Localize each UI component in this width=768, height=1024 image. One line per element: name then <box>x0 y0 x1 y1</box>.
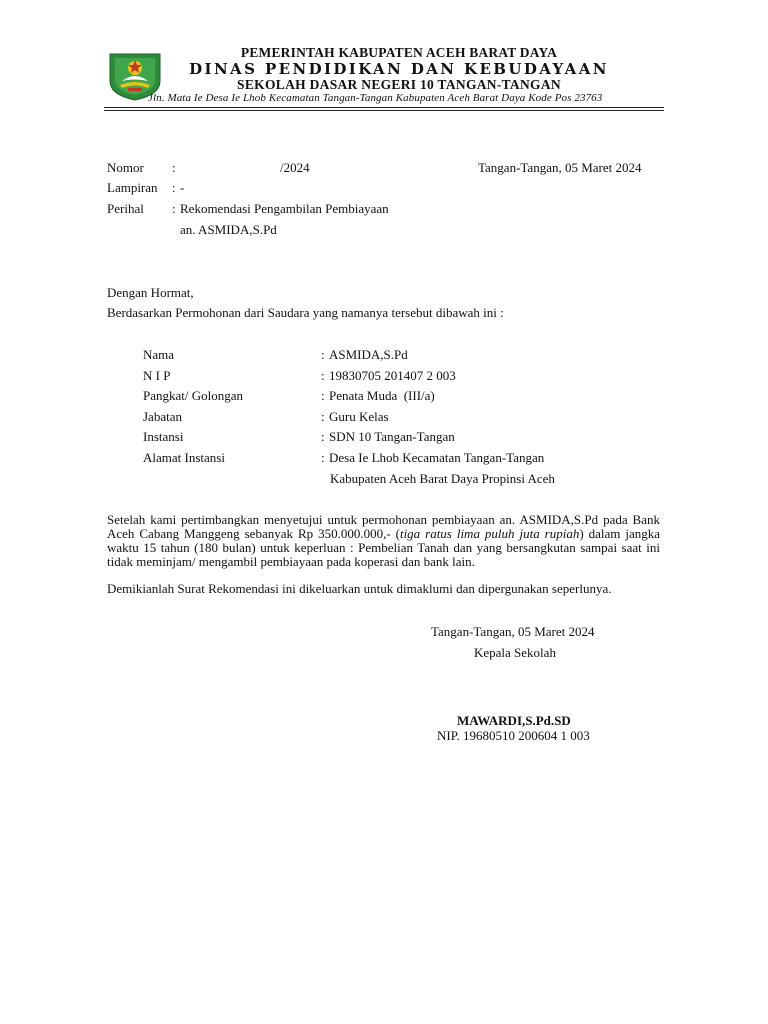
detail-value: Penata Muda (III/a) <box>329 388 435 403</box>
perihal-colon: : <box>172 201 176 216</box>
letter-date: Tangan-Tangan, 05 Maret 2024 <box>478 160 642 175</box>
detail-value: ASMIDA,S.Pd <box>329 347 408 362</box>
signature-date: Tangan-Tangan, 05 Maret 2024 <box>431 624 595 639</box>
detail-label: Nama <box>143 347 175 362</box>
greeting: Dengan Hormat, <box>107 285 194 300</box>
detail-label: N I P <box>143 368 171 383</box>
detail-address-continuation: Kabupaten Aceh Barat Daya Propinsi Aceh <box>330 471 555 486</box>
perihal-label: Perihal <box>107 201 144 216</box>
intro-text: Berdasarkan Permohonan dari Saudara yang namanya tersebut dibawah ini : <box>107 305 504 320</box>
letterhead-government: PEMERINTAH KABUPATEN ACEH BARAT DAYA <box>240 45 558 60</box>
nomor-colon: : <box>172 160 176 175</box>
signature-title: Kepala Sekolah <box>474 645 556 660</box>
detail-colon: : <box>321 409 325 424</box>
detail-value: Guru Kelas <box>329 409 389 424</box>
lampiran-label: Lampiran <box>107 180 158 195</box>
lampiran-value: - <box>180 180 185 195</box>
body-text-cont: ) dalam jangka waktu 15 tahun (180 bulan) untuk keperluan : Pembelian Tanah dan yang bersangkutan sampai saat ini tidak meminjam/ mengambil pembiayaan pada koperasi dan bank lain. <box>107 526 660 569</box>
detail-label: Jabatan <box>143 409 182 424</box>
signatory-name: MAWARDI,S.Pd.SD <box>457 713 571 728</box>
detail-label: Pangkat/ Golongan <box>143 388 244 403</box>
amount-in-words: tiga ratus lima puluh juta rupiah <box>399 526 580 541</box>
letterhead-address: Jln. Mata Ie Desa Ie Lhob Kecamatan Tangan-Tangan Kabupaten Aceh Barat Daya Kode Pos 23763 <box>148 92 603 104</box>
body-text: Setelah kami pertimbangkan menyetujui untuk permohonan pembiayaan an. ASMIDA,S.Pd pada Bank Aceh Cabang Manggeng sebanyak Rp 350.000.000,- ( <box>107 512 660 541</box>
letterhead-divider <box>104 107 664 108</box>
nomor-label: Nomor <box>107 160 144 175</box>
letterhead-divider-thin <box>104 110 664 111</box>
detail-colon: : <box>321 429 325 444</box>
detail-colon: : <box>321 450 325 465</box>
detail-value: 19830705 201407 2 003 <box>329 368 456 383</box>
perihal-line1: Rekomendasi Pengambilan Pembiayaan <box>180 201 389 216</box>
letterhead-school: SEKOLAH DASAR NEGERI 10 TANGAN-TANGAN <box>237 77 561 92</box>
closing-paragraph: Demikianlah Surat Rekomendasi ini dikeluarkan untuk dimaklumi dan dipergunakan seperlunya. <box>107 581 612 596</box>
letterhead-department: DINAS PENDIDIKAN DAN KEBUDAYAAN <box>189 60 609 78</box>
perihal-line2: an. ASMIDA,S.Pd <box>180 222 277 237</box>
detail-value: SDN 10 Tangan-Tangan <box>329 429 455 444</box>
detail-colon: : <box>321 388 325 403</box>
nomor-value: /2024 <box>280 160 310 175</box>
detail-colon: : <box>321 368 325 383</box>
detail-label: Alamat Instansi <box>143 450 225 465</box>
signatory-nip: NIP. 19680510 200604 1 003 <box>437 728 590 743</box>
body-paragraph-main <box>107 513 660 569</box>
detail-colon: : <box>321 347 325 362</box>
lampiran-colon: : <box>172 180 176 195</box>
detail-label: Instansi <box>143 429 184 444</box>
detail-value: Desa Ie Lhob Kecamatan Tangan-Tangan <box>329 450 545 465</box>
